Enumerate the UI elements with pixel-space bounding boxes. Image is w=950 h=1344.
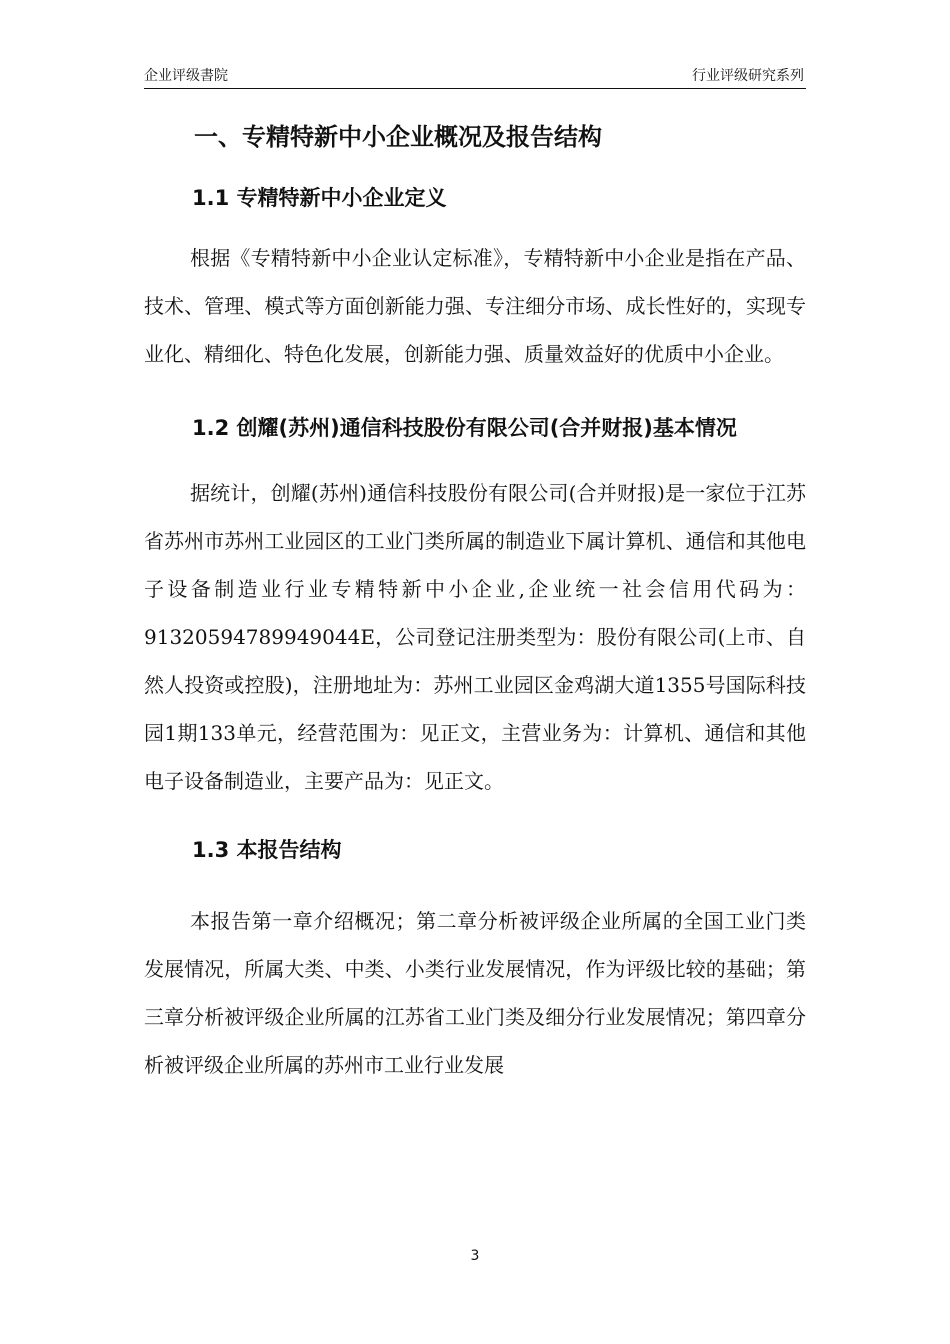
document-body (144, 112, 806, 1089)
subsection-1-paragraph: 根据《专精特新中小企业认定标准》，专精特新中小企业是指在产品、技术、管理、模式等方面创新能力强、专注细分市场、成长性好的，实现专业化、精细化、特色化发展，创新能力强、质量效益好的优质中小企业。 (144, 246, 806, 366)
subsection-2-title: 1.2 创耀(苏州)通信科技股份有限公司(合并财报)基本情况 (192, 416, 737, 440)
subsection-3-paragraph: 本报告第一章介绍概况；第二章分析被评级企业所属的全国工业门类发展情况，所属大类、中类、小类行业发展情况，作为评级比较的基础；第三章分析被评级企业所属的江苏省工业门类及细分行业发展情况；第四章分析被评级企业所属的苏州市工业行业发展 (144, 909, 806, 1077)
header-divider (144, 88, 806, 89)
section-title: 一、专精特新中小企业概况及报告结构 (194, 123, 602, 151)
subsection-1-title: 1.1 专精特新中小企业定义 (192, 186, 447, 210)
subsection-2-paragraph: 据统计，创耀(苏州)通信科技股份有限公司(合并财报)是一家位于江苏省苏州市苏州工业园区的工业门类所属的制造业下属计算机、通信和其他电子设备制造业行业专精特新中小企业,企业统一社会信用代码为：91320594789949044E，公司登记注册类型为：股份有限公司(上市、自然人投资或控股)，注册地址为：苏州工业园区金鸡湖大道1355号国际科技园1期133单元，经营范围为：见正文，主营业务为：计算机、通信和其他电子设备制造业，主要产品为：见正文。 (144, 481, 806, 793)
header-left-title: 企业评级書院 (144, 68, 228, 84)
header-right-title: 行业评级研究系列 (692, 68, 804, 84)
page-number: 3 (470, 1248, 480, 1264)
subsection-3-title: 1.3 本报告结构 (192, 838, 342, 862)
